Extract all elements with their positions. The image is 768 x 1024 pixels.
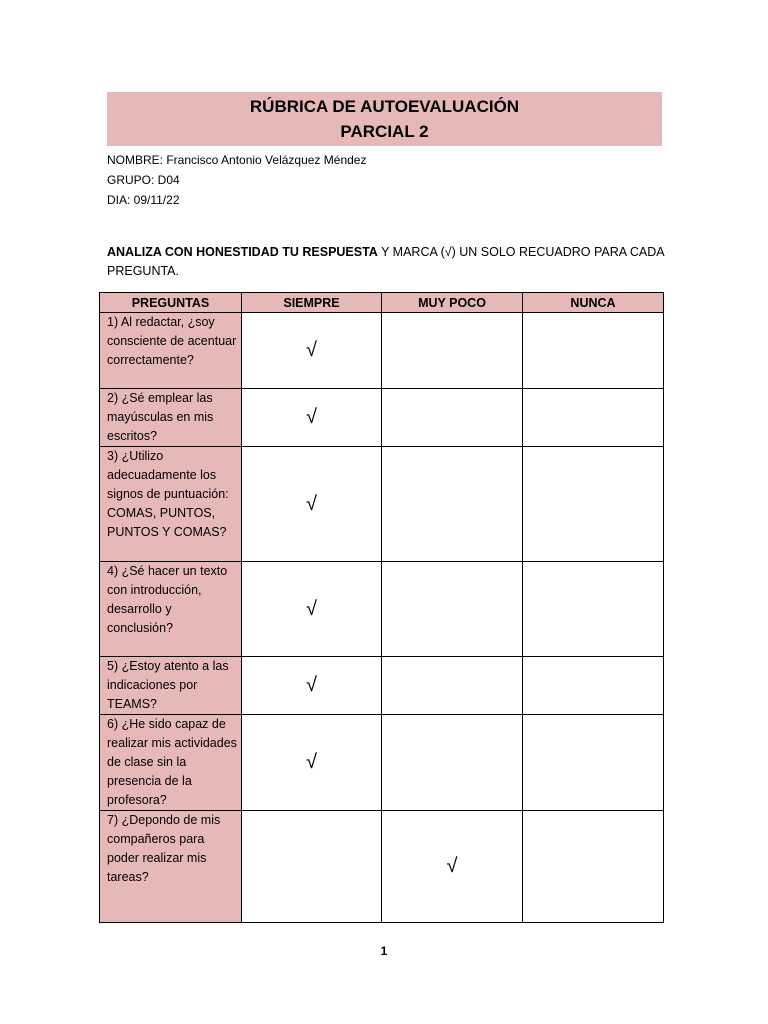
question-cell: 4) ¿Sé hacer un texto con introducción, desarrollo y conclusión? bbox=[100, 562, 242, 657]
siempre-cell[interactable] bbox=[242, 811, 382, 923]
question-cell: 5) ¿Estoy atento a las indicaciones por TEAMS? bbox=[100, 657, 242, 715]
header-siempre: SIEMPRE bbox=[242, 293, 382, 313]
nunca-cell[interactable] bbox=[523, 562, 664, 657]
instruction-text bbox=[107, 243, 667, 281]
header-nunca: NUNCA bbox=[523, 293, 664, 313]
muy-poco-cell[interactable]: √ bbox=[382, 811, 523, 923]
table-row bbox=[100, 562, 664, 657]
header-preguntas: PREGUNTAS bbox=[100, 293, 242, 313]
header-muy-poco: MUY POCO bbox=[382, 293, 523, 313]
question-cell: 7) ¿Depondo de mis compañeros para poder realizar mis tareas? bbox=[100, 811, 242, 923]
student-group: GRUPO: D04 bbox=[107, 173, 180, 187]
siempre-cell[interactable]: √ bbox=[242, 562, 382, 657]
header-row bbox=[100, 293, 664, 313]
table-row bbox=[100, 313, 664, 389]
siempre-cell[interactable]: √ bbox=[242, 715, 382, 811]
instruction-rest: Y MARCA (√) UN SOLO RECUADRO PARA CADA PREGUNTA. bbox=[107, 245, 664, 278]
muy-poco-cell[interactable] bbox=[382, 389, 523, 447]
muy-poco-cell[interactable] bbox=[382, 313, 523, 389]
title-line-1: RÚBRICA DE AUTOEVALUACIÓN bbox=[249, 97, 520, 116]
table-row bbox=[100, 715, 664, 811]
table-row bbox=[100, 657, 664, 715]
siempre-cell[interactable]: √ bbox=[242, 657, 382, 715]
question-cell: 2) ¿Sé emplear las mayúsculas en mis escritos? bbox=[100, 389, 242, 447]
title-line-2: PARCIAL 2 bbox=[340, 122, 429, 141]
question-cell: 3) ¿Utilizo adecuadamente los signos de puntuación: COMAS, PUNTOS, PUNTOS Y COMAS? bbox=[100, 447, 242, 562]
student-name: NOMBRE: Francisco Antonio Velázquez Méndez bbox=[107, 153, 367, 167]
siempre-cell[interactable]: √ bbox=[242, 389, 382, 447]
student-info bbox=[107, 150, 366, 210]
nunca-cell[interactable] bbox=[523, 715, 664, 811]
question-cell: 1) Al redactar, ¿soy consciente de acentuar correctamente? bbox=[100, 313, 242, 389]
nunca-cell[interactable] bbox=[523, 447, 664, 562]
table-row bbox=[100, 389, 664, 447]
muy-poco-cell[interactable] bbox=[382, 657, 523, 715]
page-number: 1 bbox=[380, 944, 388, 958]
title-box bbox=[107, 92, 662, 146]
rubric-table bbox=[99, 292, 664, 923]
nunca-cell[interactable] bbox=[523, 389, 664, 447]
date: DIA: 09/11/22 bbox=[107, 193, 180, 207]
muy-poco-cell[interactable] bbox=[382, 715, 523, 811]
nunca-cell[interactable] bbox=[523, 657, 664, 715]
question-cell: 6) ¿He sido capaz de realizar mis actividades de clase sin la presencia de la profesora? bbox=[100, 715, 242, 811]
siempre-cell[interactable]: √ bbox=[242, 447, 382, 562]
siempre-cell[interactable]: √ bbox=[242, 313, 382, 389]
table-row bbox=[100, 447, 664, 562]
nunca-cell[interactable] bbox=[523, 811, 664, 923]
muy-poco-cell[interactable] bbox=[382, 562, 523, 657]
instruction-bold: ANALIZA CON HONESTIDAD TU RESPUESTA bbox=[107, 245, 378, 259]
table-row bbox=[100, 811, 664, 923]
muy-poco-cell[interactable] bbox=[382, 447, 523, 562]
nunca-cell[interactable] bbox=[523, 313, 664, 389]
